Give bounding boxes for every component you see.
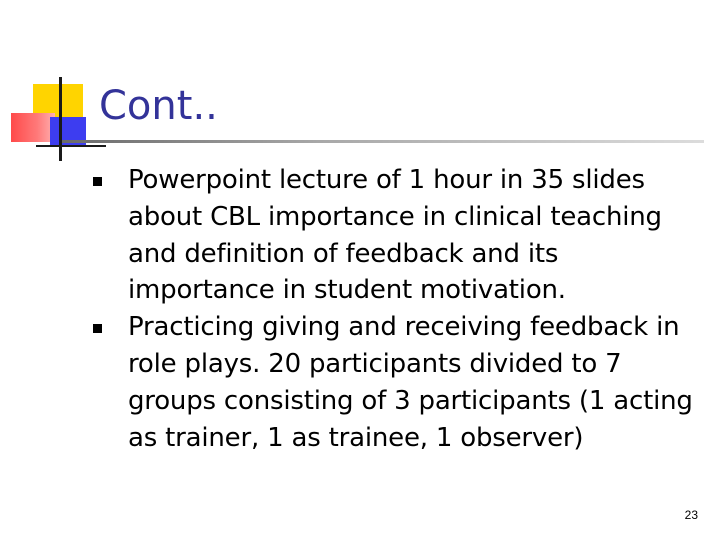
bullet-item	[128, 309, 708, 456]
square-bullet-icon	[93, 324, 102, 333]
bullet-text: Practicing giving and receiving feedback in role plays. 20 participants divided to 7 groups consisting of 3 participants (1 acting as trainer, 1 as trainee, 1 observer)	[128, 312, 693, 453]
slide-title: Cont..	[99, 83, 218, 129]
logo-vertical-line	[59, 77, 62, 161]
bullet-item	[128, 162, 708, 309]
logo-horizontal-line	[36, 145, 106, 147]
red-square	[11, 113, 55, 142]
page-number: 23	[684, 508, 698, 522]
bullet-text: Powerpoint lecture of 1 hour in 35 slides about CBL importance in clinical teaching and definition of feedback and its importance in student motivation.	[128, 165, 662, 306]
square-bullet-icon	[93, 177, 102, 186]
bullet-list	[128, 162, 708, 456]
title-underline-rule	[62, 140, 704, 143]
